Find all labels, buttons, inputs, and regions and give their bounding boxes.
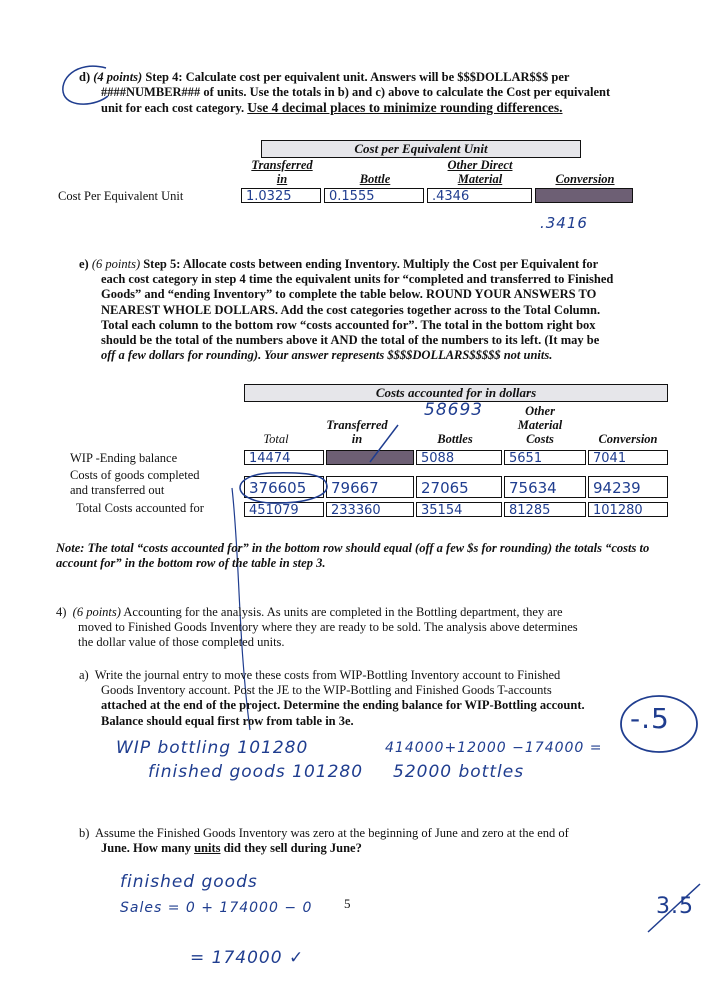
caf-r2-total[interactable]: 376605 (244, 476, 324, 498)
part-e (79, 257, 679, 363)
q4b-hw1: finished goods (120, 872, 258, 892)
caf-row2-label: Costs of goods completed and transferred out (70, 468, 200, 497)
caf-col-bottles: Bottles (437, 432, 473, 446)
part-d-label: d) (79, 70, 91, 84)
caf-col-other: Other Material Costs (517, 404, 563, 446)
cpeu-value-odm[interactable]: .4346 (427, 188, 532, 203)
caf-r1-bottles[interactable]: 5088 (416, 450, 502, 465)
part-e-line4: Total each column to the bottom row “costs accounted for”. The total in the bottom right box (101, 317, 596, 332)
part-e-line0: Step 5: Allocate costs between ending Inventory. Multiply the Cost per Equivalent for (143, 257, 599, 271)
q4-line2: the dollar value of those completed units. (78, 635, 285, 650)
cpeu-col-odm: Other Direct Material (447, 158, 513, 186)
q4a-hw4: 52000 bottles (393, 762, 525, 782)
q4a-line1: Goods Inventory account. Post the JE to the WIP-Bottling and Finished Goods T-accounts (101, 683, 552, 698)
part-e-line2: Goods” and “ending Inventory” to complete the table below. ROUND YOUR ANSWERS TO (101, 287, 597, 302)
caf-r3-total[interactable]: 451079 (244, 502, 324, 517)
part-e-line1: each cost category in step 4 time the equivalent units for “completed and transferred to Finished (101, 272, 614, 287)
q4a-hw3: 414000+12000 −174000 = (385, 740, 603, 756)
q4a-score: -.5 (630, 702, 670, 735)
part-e-points: (6 points) (91, 257, 141, 271)
q4b-line1: Assume the Finished Goods Inventory was zero at the beginning of June and zero at the end of (94, 826, 569, 840)
q4b-line2-post: did they sell during June? (220, 841, 362, 856)
part-d (79, 70, 679, 117)
part-d-points: (4 points) (93, 70, 143, 84)
q4b-score-stroke (640, 880, 710, 940)
part-d-emphasis: Use 4 decimal places to minimize rounding differences. (247, 100, 563, 116)
q4b-label: b) (79, 826, 90, 840)
cpeu-col-bottle: Bottle (359, 172, 391, 186)
caf-r3-bottles[interactable]: 35154 (416, 502, 502, 517)
cpeu-value-conversion[interactable] (535, 188, 633, 203)
part-d-line3: unit for each cost category. (101, 101, 245, 116)
part-e-line6: off a few dollars for rounding). Your answer represents $$$$DOLLARS$$$$$ not units. (101, 348, 553, 363)
part-e-line5: should be the total of the numbers above it AND the total of the numbers to its left. (It may be (101, 333, 600, 348)
circle-annotation (56, 60, 116, 110)
caf-r3-conversion[interactable]: 101280 (588, 502, 668, 517)
page-number: 5 (344, 896, 351, 911)
caf-r2-other[interactable]: 75634 (504, 476, 586, 498)
q4-label: 4) (56, 605, 67, 619)
q4b-line2-units: units (194, 841, 221, 856)
cpeu-value-bottle[interactable]: 0.1555 (324, 188, 424, 203)
note: Note: The total “costs accounted for” in the bottom row should equal (off a few $s for rounding) the totals “costs to account for” in the bottom row of the table in step 3. (56, 541, 650, 571)
q4-points: (6 points) (72, 605, 121, 619)
caf-row1-label: WIP -Ending balance (70, 451, 178, 465)
caf-r1-other[interactable]: 5651 (504, 450, 586, 465)
q4-line1: moved to Finished Goods Inventory where they are ready to be sold. The analysis above determines (78, 620, 578, 635)
cpeu-value-transferred[interactable]: 1.0325 (241, 188, 321, 203)
q4b-hw2: Sales = 0 + 174000 − 0 (120, 900, 313, 916)
cpeu-col-conversion: Conversion (555, 172, 615, 186)
caf-r2-bottles[interactable]: 27065 (416, 476, 502, 498)
caf-col-transferred: Transferred in (326, 418, 388, 446)
caf-r1-total[interactable]: 14474 (244, 450, 324, 465)
part-d-line2: ####NUMBER### of units. Use the totals in b) and c) above to calculate the Cost per equivalent (101, 85, 611, 100)
q4a-line0: Write the journal entry to move these costs from WIP-Bottling Inventory account to Finished (94, 668, 561, 682)
cpeu-row-label: Cost Per Equivalent Unit (58, 189, 184, 203)
caf-row3-label: Total Costs accounted for (76, 501, 204, 515)
caf-handwritten-above: 58693 (424, 400, 484, 420)
part-d-line1: Step 4: Calculate cost per equivalent unit. Answers will be $$$DOLLAR$$$ per (145, 70, 570, 84)
cpeu-title: Cost per Equivalent Unit (261, 140, 581, 158)
q4a (79, 668, 679, 729)
q4a-line3: Balance should equal first row from table in 3e. (101, 713, 354, 728)
q4a-label: a) (79, 668, 89, 682)
q4b-score: 3.5 (656, 894, 694, 919)
caf-title: Costs accounted for in dollars (244, 384, 668, 402)
q4a-line2: attached at the end of the project. Determine the ending balance for WIP-Bottling account. (101, 698, 585, 713)
q4b-line2-pre: June. How many (101, 841, 195, 856)
q4b (79, 826, 679, 856)
caf-col-total: Total (263, 432, 289, 446)
cpeu-col-transferred: Transferred in (251, 158, 313, 186)
caf-r2-conversion[interactable]: 94239 (588, 476, 668, 498)
cpeu-handwritten-note: .3416 (540, 214, 588, 232)
caf-r3-transferred[interactable]: 233360 (326, 502, 414, 517)
q4-line0: Accounting for the analysis. As units are completed in the Bottling department, they are (123, 605, 563, 619)
part-e-label: e) (79, 257, 89, 271)
q4 (56, 605, 676, 651)
q4a-hw1: WIP bottling 101280 (116, 738, 309, 758)
caf-col-conversion: Conversion (598, 432, 658, 446)
caf-r3-other[interactable]: 81285 (504, 502, 586, 517)
q4b-hw3: = 174000 ✓ (190, 948, 305, 968)
caf-r2-transferred[interactable]: 79667 (326, 476, 414, 498)
part-e-line3: NEAREST WHOLE DOLLARS. Add the cost categories together across to the Total Column. (101, 302, 601, 317)
q4a-hw2: finished goods 101280 (148, 762, 364, 782)
caf-r1-conversion[interactable]: 7041 (588, 450, 668, 465)
